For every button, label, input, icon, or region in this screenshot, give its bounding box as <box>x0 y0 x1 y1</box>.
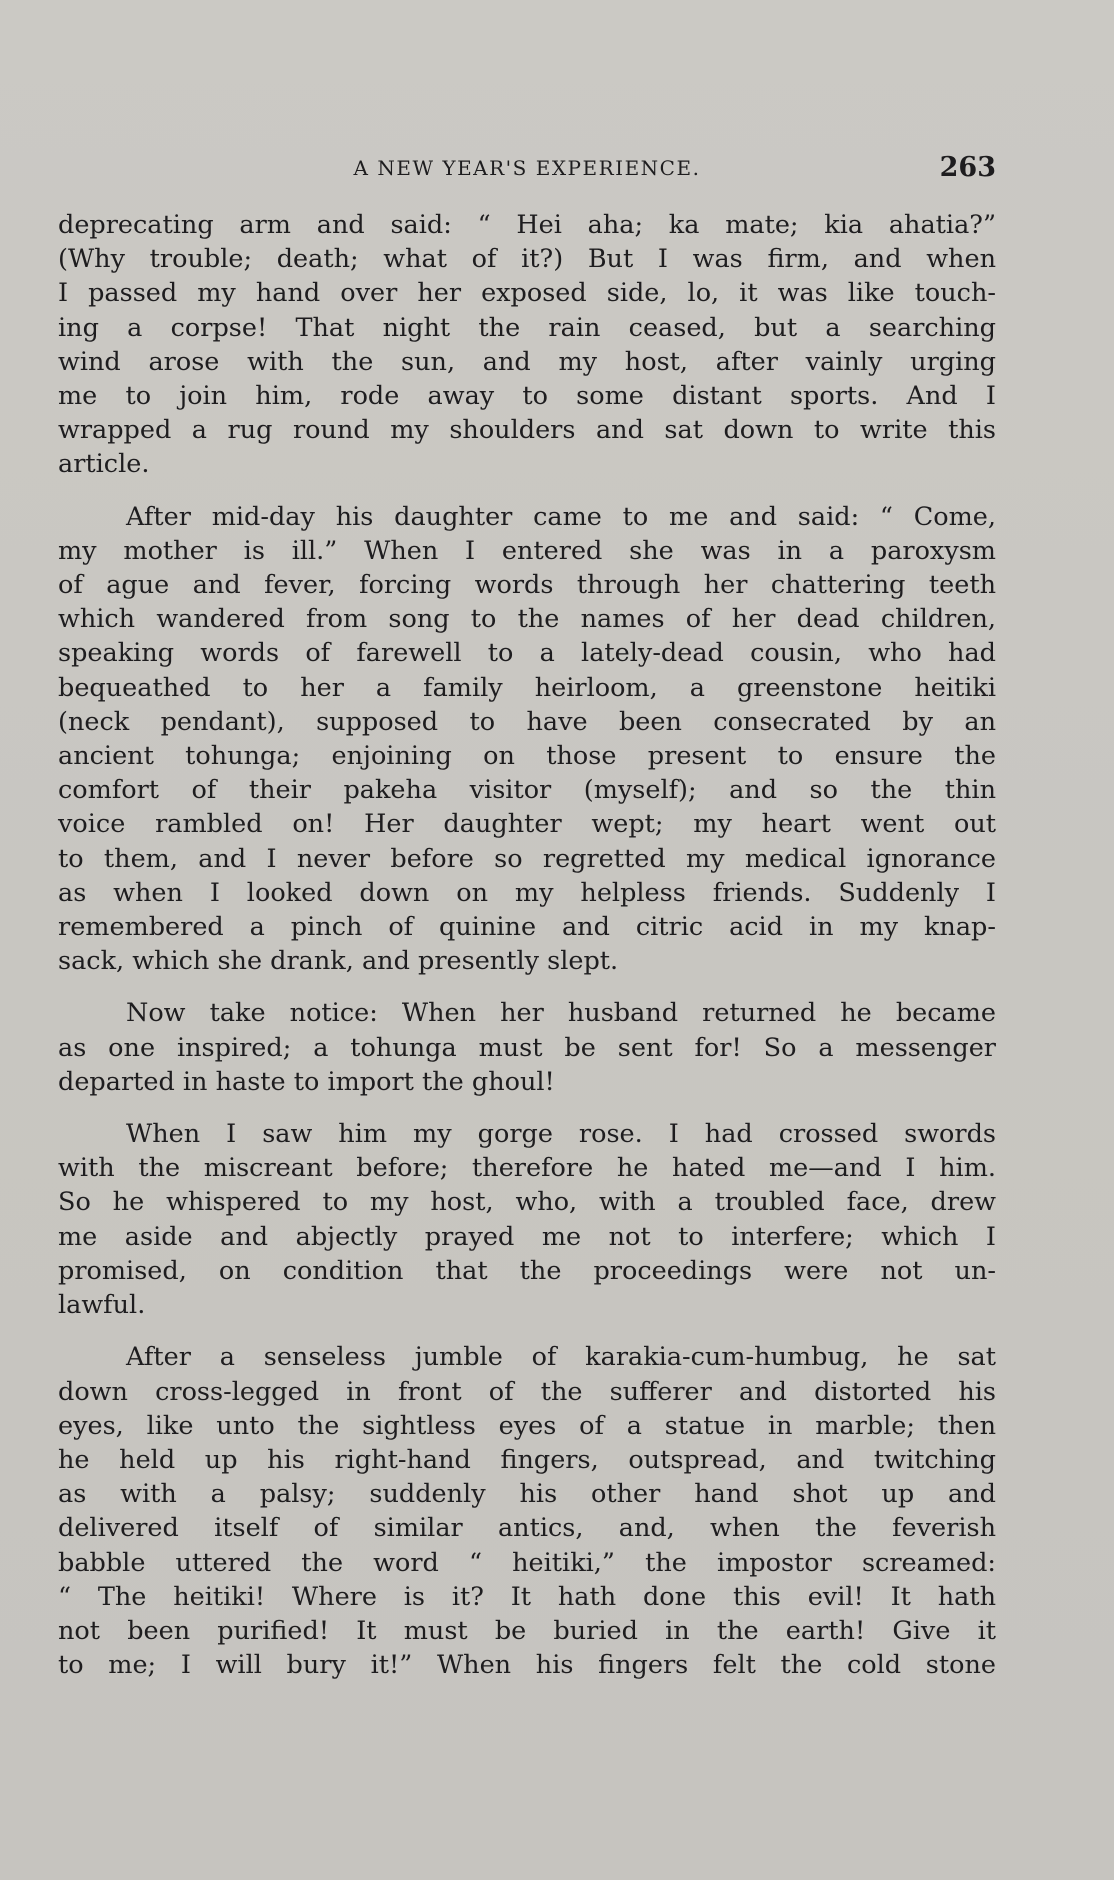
text-line: departed in haste to import the ghoul! <box>58 1066 555 1097</box>
text-line: delivered itself of similar antics, and, when the feverish <box>58 1513 996 1544</box>
body-text <box>58 208 996 1700</box>
text-line: wrapped a rug round my shoulders and sat down to write this <box>58 415 996 446</box>
text-line: down cross-legged in front of the sufferer and distorted his <box>58 1376 996 1407</box>
paragraph <box>58 208 996 482</box>
text-line: deprecating arm and said: “ Hei aha; ka mate; kia ahatia?” <box>58 210 996 240</box>
text-line: remembered a pinch of quinine and citric acid in my knap- <box>58 912 996 943</box>
text-line: (neck pendant), supposed to have been consecrated by an <box>58 706 996 737</box>
text-line: to me; I will bury it!” When his fingers felt the cold stone <box>58 1650 996 1681</box>
text-line: my mother is ill.” When I entered she was in a paroxysm <box>58 535 996 566</box>
text-line: (Why trouble; death; what of it?) But I was firm, and when <box>58 244 996 275</box>
text-line: comfort of their pakeha visitor (myself); and so the thin <box>58 775 996 806</box>
paragraph <box>58 500 996 979</box>
text-line: lawful. <box>58 1290 146 1321</box>
text-line: me to join him, rode away to some distant sports. And I <box>58 381 996 412</box>
text-line: ing a corpse! That night the rain ceased, but a searching <box>58 312 996 343</box>
text-line: “ The heitiki! Where is it? It hath done this evil! It hath <box>58 1581 996 1612</box>
text-line: After a senseless jumble of karakia-cum-humbug, he sat <box>126 1342 996 1373</box>
text-line: wind arose with the sun, and my host, after vainly urging <box>58 346 996 377</box>
text-line: to them, and I never before so regretted my medical ignorance <box>58 843 996 874</box>
text-line: speaking words of farewell to a lately-dead cousin, who had <box>58 638 996 669</box>
text-line: as when I looked down on my helpless friends. Suddenly I <box>58 877 996 908</box>
text-line: After mid-day his daughter came to me and said: “ Come, <box>126 501 996 532</box>
text-line: Now take notice: When her husband returned he became <box>126 998 996 1029</box>
text-line: I passed my hand over her exposed side, lo, it was like touch- <box>58 278 996 309</box>
text-line: of ague and fever, forcing words through her chattering teeth <box>58 570 996 601</box>
text-line: which wandered from song to the names of her dead children, <box>58 604 996 635</box>
text-line: as with a palsy; suddenly his other hand shot up and <box>58 1479 996 1510</box>
text-line: promised, on condition that the proceedings were not un- <box>58 1255 996 1286</box>
text-line: When I saw him my gorge rose. I had crossed swords <box>126 1119 996 1150</box>
running-title: A NEW YEAR'S EXPERIENCE. <box>353 156 701 180</box>
paragraph <box>58 1117 996 1322</box>
paragraph <box>58 1340 996 1682</box>
text-line: not been purified! It must be buried in the earth! Give it <box>58 1615 996 1646</box>
text-line: babble uttered the word “ heitiki,” the impostor screamed: <box>58 1547 996 1578</box>
text-line: sack, which she drank, and presently slept. <box>58 946 619 977</box>
text-line: voice rambled on! Her daughter wept; my heart went out <box>58 809 996 840</box>
paragraph <box>58 996 996 1099</box>
running-head <box>58 150 996 190</box>
text-line: me aside and abjectly prayed me not to interfere; which I <box>58 1221 996 1252</box>
text-line: So he whispered to my host, who, with a troubled face, drew <box>58 1187 996 1218</box>
text-line: as one inspired; a tohunga must be sent for! So a messenger <box>58 1032 996 1063</box>
text-line: bequeathed to her a family heirloom, a greenstone heitiki <box>58 672 996 703</box>
text-line: he held up his right-hand fingers, outspread, and twitching <box>58 1444 996 1475</box>
text-line: eyes, like unto the sightless eyes of a statue in marble; then <box>58 1410 996 1441</box>
text-line: article. <box>58 449 150 480</box>
page-number: 263 <box>939 152 996 183</box>
text-line: with the miscreant before; therefore he hated me—and I him. <box>58 1153 996 1184</box>
text-line: ancient tohunga; enjoining on those present to ensure the <box>58 741 996 772</box>
